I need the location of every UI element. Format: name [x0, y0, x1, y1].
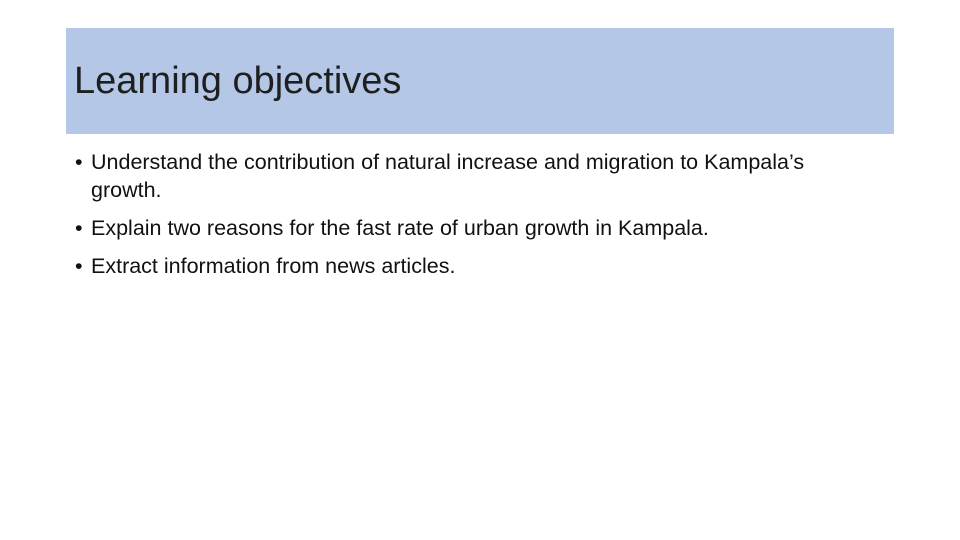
list-item [74, 148, 864, 204]
bullet-icon: • [75, 216, 83, 240]
list-item [74, 214, 864, 242]
list-item-text: Explain two reasons for the fast rate of urban growth in Kampala. [91, 216, 709, 240]
list-item [74, 252, 864, 280]
title-banner [66, 28, 894, 134]
bullet-icon: • [75, 254, 83, 278]
list-item-text: Extract information from news articles. [91, 254, 456, 278]
list-item-text: Understand the contribution of natural increase and migration to Kampala’s growth. [91, 150, 805, 202]
bullet-icon: • [75, 150, 83, 174]
objectives-list [74, 148, 864, 290]
slide-title: Learning objectives [74, 60, 402, 102]
